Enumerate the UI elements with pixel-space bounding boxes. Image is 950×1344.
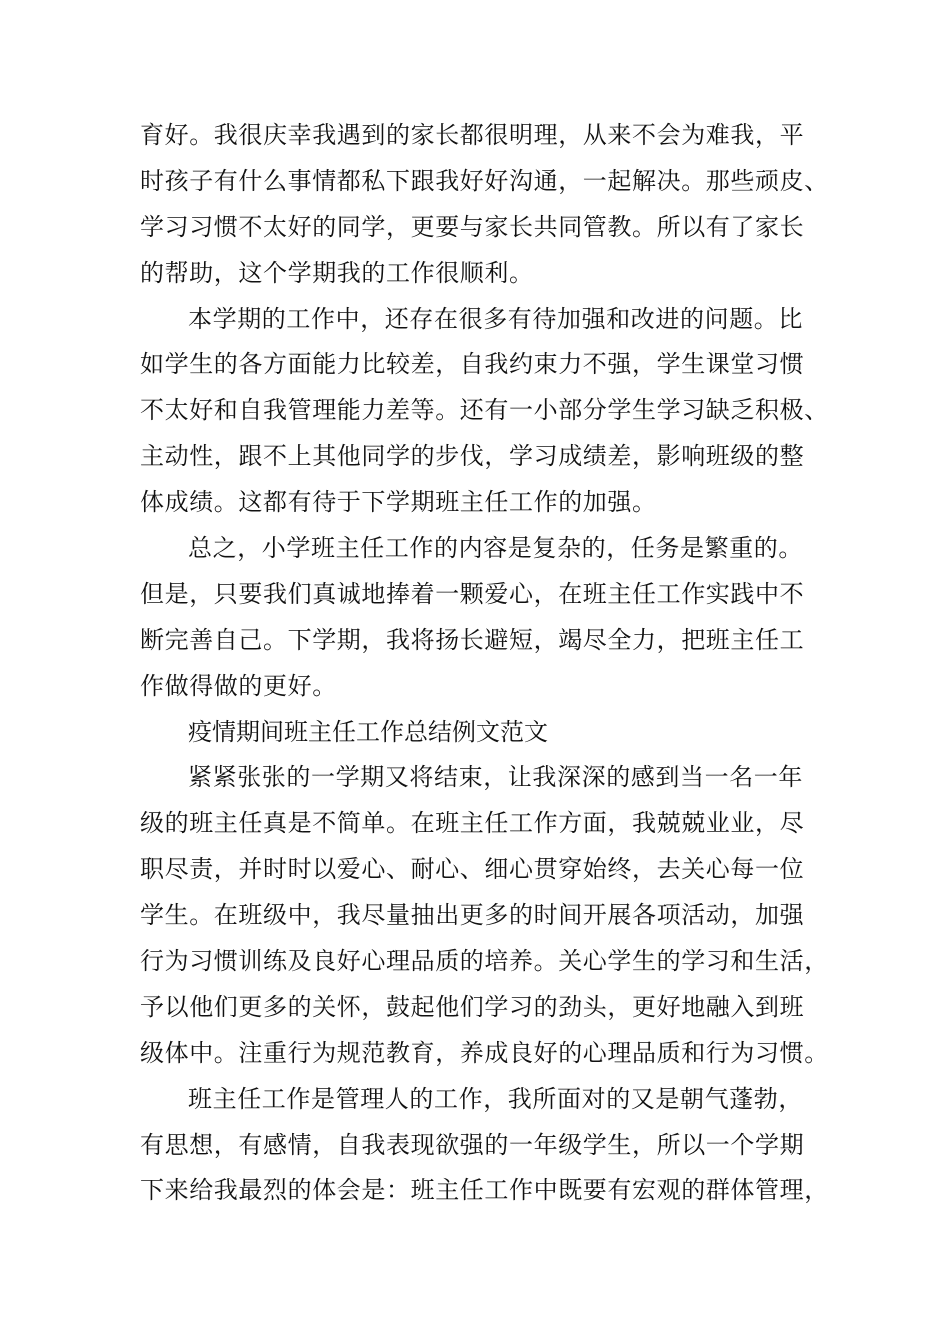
- text-line: 的帮助，这个学期我的工作很顺利。: [140, 258, 534, 287]
- text-line: 但是，只要我们真诚地捧着一颗爱心，在班主任工作实践中不: [140, 579, 805, 608]
- paragraph-first-line: 总之，小学班主任工作的内容是复杂的，任务是繁重的。: [188, 534, 803, 563]
- text-line: 断完善自己。下学期，我将扬长避短，竭尽全力，把班主任工: [140, 625, 805, 654]
- text-line: 职尽责，并时时以爱心、耐心、细心贯穿始终，去关心每一位: [140, 855, 805, 884]
- text-line: 时孩子有什么事情都私下跟我好好沟通，一起解决。那些顽皮、: [140, 166, 829, 195]
- text-line: 学生。在班级中，我尽量抽出更多的时间开展各项活动，加强: [140, 901, 805, 930]
- text-line: 作做得做的更好。: [140, 671, 337, 700]
- paragraph-first-line: 本学期的工作中，还存在很多有待加强和改进的问题。比: [188, 304, 803, 333]
- document-body: [140, 113, 829, 1214]
- text-line: 行为习惯训练及良好心理品质的培养。关心学生的学习和生活，: [140, 947, 829, 976]
- text-line: 主动性，跟不上其他同学的步伐，学习成绩差，影响班级的整: [140, 442, 805, 471]
- paragraph-first-line: 紧紧张张的一学期又将结束，让我深深的感到当一名一年: [188, 763, 803, 792]
- text-line: 下来给我最烈的体会是：班主任工作中既要有宏观的群体管理，: [140, 1176, 829, 1205]
- text-line: 学习习惯不太好的同学，更要与家长共同管教。所以有了家长: [140, 212, 805, 241]
- section-heading: 疫情期间班主任工作总结例文范文: [188, 717, 548, 746]
- paragraph-first-line: 班主任工作是管理人的工作，我所面对的又是朝气蓬勃，: [188, 1084, 803, 1113]
- text-line: 育好。我很庆幸我遇到的家长都很明理，从来不会为难我，平: [140, 121, 805, 149]
- text-line: 级体中。注重行为规范教育，养成良好的心理品质和行为习惯。: [140, 1038, 829, 1067]
- text-line: 不太好和自我管理能力差等。还有一小部分学生学习缺乏积极、: [140, 396, 829, 425]
- text-line: 如学生的各方面能力比较差，自我约束力不强，学生课堂习惯: [140, 350, 805, 379]
- text-line: 级的班主任真是不简单。在班主任工作方面，我兢兢业业，尽: [140, 809, 805, 838]
- text-line: 予以他们更多的关怀，鼓起他们学习的劲头，更好地融入到班: [140, 992, 805, 1021]
- text-line: 有思想，有感情，自我表现欲强的一年级学生，所以一个学期: [140, 1130, 805, 1159]
- text-line: 体成绩。这都有待于下学期班主任工作的加强。: [140, 488, 657, 517]
